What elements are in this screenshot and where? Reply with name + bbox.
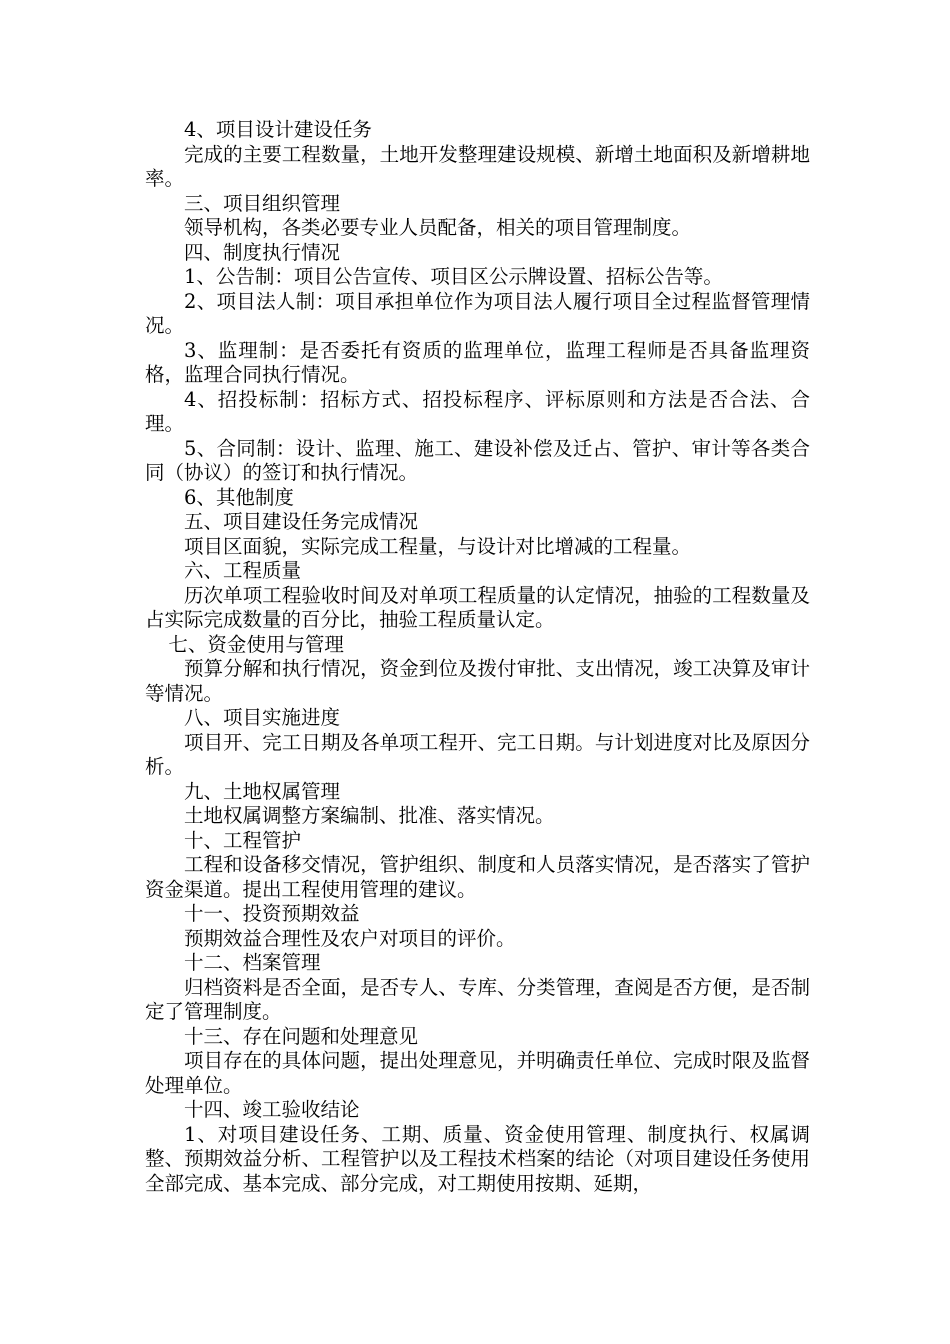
paragraph: 项目区面貌，实际完成工程量，与设计对比增减的工程量。 xyxy=(184,534,692,558)
heading-benefits: 十一、投资预期效益 xyxy=(184,902,360,925)
heading-task-completion: 五、项目建设任务完成情况 xyxy=(184,510,419,533)
paragraph: 5、合同制：设计、监理、施工、建设补偿及迁占、管护、审计等各类合同（协议）的签订和执行情况。 xyxy=(145,436,810,484)
heading-organization: 三、项目组织管理 xyxy=(184,191,341,215)
paragraph: 3、监理制：是否委托有资质的监理单位，监理工程师是否具备监理资格，监理合同执行情况。 xyxy=(145,338,810,386)
paragraph: 预算分解和执行情况，资金到位及拨付审批、支出情况，竣工决算及审计等情况。 xyxy=(145,657,810,705)
heading-quality: 六、工程质量 xyxy=(184,559,302,582)
heading-progress: 八、项目实施进度 xyxy=(184,706,341,729)
heading-design-tasks: 4、项目设计建设任务 xyxy=(184,118,372,141)
document-body xyxy=(145,118,810,1196)
paragraph: 2、项目法人制：项目承担单位作为项目法人履行项目全过程监督管理情况。 xyxy=(145,289,810,337)
paragraph: 1、公告制：项目公告宣传、项目区公示牌设置、招标公告等。 xyxy=(184,265,723,288)
heading-land-rights: 九、土地权属管理 xyxy=(184,779,341,803)
paragraph: 完成的主要工程数量，土地开发整理建设规模、新增土地面积及新增耕地率。 xyxy=(145,142,810,190)
paragraph: 归档资料是否全面，是否专人、专库、分类管理，查阅是否方便，是否制定了管理制度。 xyxy=(145,975,810,1023)
paragraph: 工程和设备移交情况，管护组织、制度和人员落实情况，是否落实了管护资金渠道。提出工程使用管理的建议。 xyxy=(145,853,810,901)
heading-system-execution: 四、制度执行情况 xyxy=(184,240,341,264)
heading-conclusion: 十四、竣工验收结论 xyxy=(184,1098,360,1121)
heading-funds: 七、资金使用与管理 xyxy=(168,632,344,656)
paragraph: 预期效益合理性及农户对项目的评价。 xyxy=(184,926,516,950)
paragraph: 项目存在的具体问题，提出处理意见，并明确责任单位、完成时限及监督处理单位。 xyxy=(145,1049,810,1097)
paragraph: 项目开、完工日期及各单项工程开、完工日期。与计划进度对比及原因分析。 xyxy=(145,730,810,778)
heading-archives: 十二、档案管理 xyxy=(184,951,321,974)
heading-problems: 十三、存在问题和处理意见 xyxy=(184,1024,419,1048)
paragraph: 1、对项目建设任务、工期、质量、资金使用管理、制度执行、权属调整、预期效益分析、工程管护以及工程技术档案的结论（对项目建设任务使用全部完成、基本完成、部分完成，对工期使用按期、延期， xyxy=(145,1122,810,1195)
paragraph: 4、招投标制：招标方式、招投标程序、评标原则和方法是否合法、合理。 xyxy=(145,387,810,435)
paragraph: 历次单项工程验收时间及对单项工程质量的认定情况，抽验的工程数量及占实际完成数量的百分比，抽验工程质量认定。 xyxy=(145,583,810,631)
paragraph: 土地权属调整方案编制、批准、落实情况。 xyxy=(184,804,555,827)
heading-maintenance: 十、工程管护 xyxy=(184,828,302,852)
paragraph: 6、其他制度 xyxy=(184,485,294,509)
paragraph: 领导机构，各类必要专业人员配备，相关的项目管理制度。 xyxy=(184,216,692,239)
